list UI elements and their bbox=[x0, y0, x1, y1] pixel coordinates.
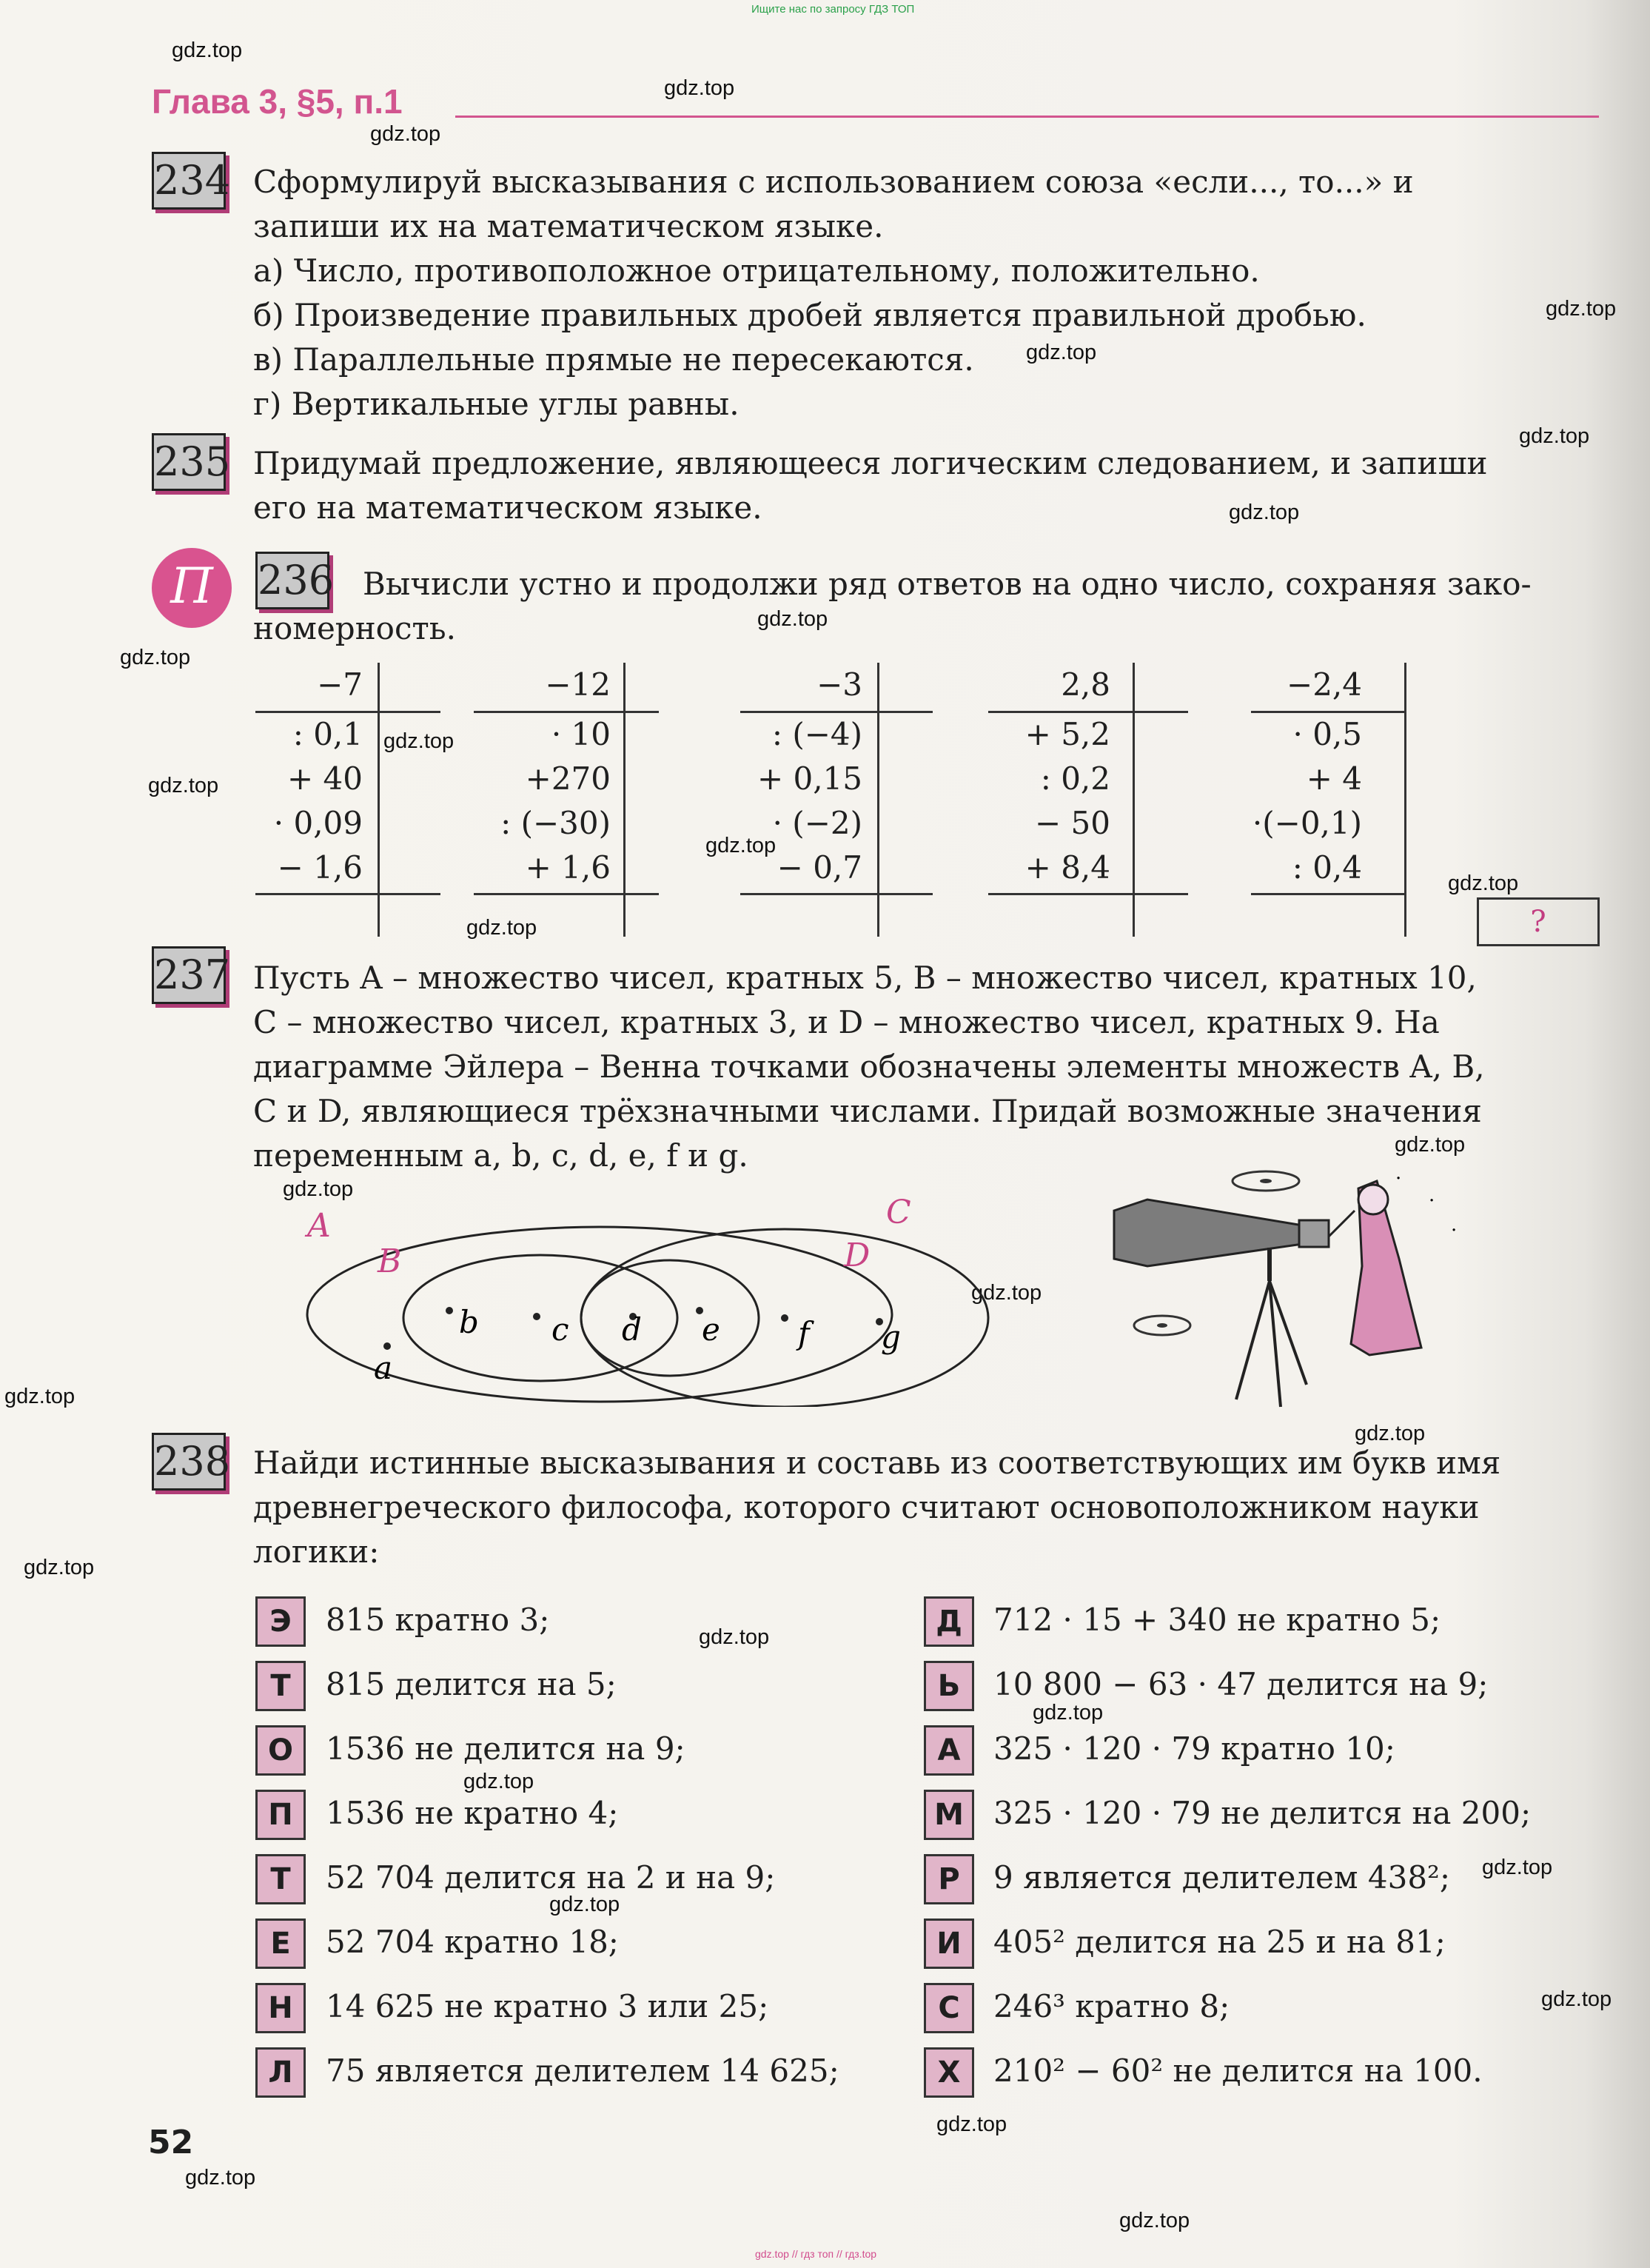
statement-text: 75 является делителем 14 625; bbox=[326, 2053, 839, 2089]
point-label-b: b bbox=[459, 1304, 479, 1340]
watermark: gdz.top bbox=[664, 76, 735, 100]
watermark: gdz.top bbox=[185, 2166, 256, 2190]
letter-box: С bbox=[924, 1983, 974, 2033]
watermark: gdz.top bbox=[1033, 1701, 1104, 1725]
task-237-line: Пусть A – множество чисел, кратных 5, B – множество чисел, кратных 10, bbox=[253, 960, 1477, 996]
statement-text: 10 800 − 63 · 47 делится на 9; bbox=[993, 1666, 1489, 1702]
task-238-line: логики: bbox=[253, 1533, 380, 1570]
watermark: gdz.top bbox=[1119, 2209, 1190, 2232]
task-number-234: 234 bbox=[152, 152, 226, 210]
chain-start: −3 bbox=[816, 666, 862, 703]
watermark: gdz.top bbox=[370, 122, 441, 146]
statement-text: 210² − 60² не делится на 100. bbox=[993, 2053, 1483, 2089]
statement-text: 325 · 120 · 79 кратно 10; bbox=[993, 1730, 1395, 1767]
task-number-235: 235 bbox=[152, 433, 226, 491]
letter-box: Н bbox=[255, 1983, 306, 2033]
letter-box: Э bbox=[255, 1596, 306, 1647]
set-label-d: D bbox=[844, 1237, 871, 1274]
statement-text: 325 · 120 · 79 не делится на 200; bbox=[993, 1795, 1532, 1831]
watermark: gdz.top bbox=[1229, 501, 1300, 524]
watermark: gdz.top bbox=[4, 1385, 76, 1408]
point-label-a: a bbox=[374, 1350, 393, 1386]
chain-rule bbox=[1404, 663, 1406, 937]
bottom-note: gdz.top // гдз топ // гдз.top bbox=[755, 2248, 877, 2260]
task-number-236: 236 bbox=[255, 552, 329, 609]
watermark: gdz.top bbox=[936, 2113, 1007, 2136]
statement-text: 1536 не делится на 9; bbox=[326, 1730, 685, 1767]
letter-box: П bbox=[255, 1790, 306, 1840]
set-label-a: A bbox=[307, 1207, 331, 1245]
watermark: gdz.top bbox=[24, 1556, 95, 1579]
chain-rule bbox=[1133, 663, 1135, 937]
chain-op: : 0,1 bbox=[292, 716, 363, 752]
point-b bbox=[446, 1307, 453, 1314]
set-label-b: B bbox=[378, 1242, 402, 1280]
chapter-rule bbox=[455, 116, 1599, 118]
task-236-line: номерность. bbox=[253, 610, 456, 646]
chain-rule bbox=[740, 893, 933, 895]
chain-op: : (−4) bbox=[771, 716, 862, 752]
venn-diagram bbox=[296, 1185, 1110, 1407]
set-label-c: C bbox=[886, 1194, 911, 1231]
watermark: gdz.top bbox=[283, 1177, 354, 1201]
letter-box: Р bbox=[924, 1854, 974, 1904]
top-note: Ищите нас по запросу ГДЗ ТОП bbox=[751, 3, 915, 16]
watermark: gdz.top bbox=[172, 39, 243, 62]
statement-text: 1536 не кратно 4; bbox=[326, 1795, 619, 1831]
svg-text:·: · bbox=[1451, 1220, 1458, 1242]
watermark: gdz.top bbox=[1026, 341, 1097, 364]
letter-box: Т bbox=[255, 1661, 306, 1711]
point-label-e: e bbox=[702, 1311, 720, 1348]
watermark: gdz.top bbox=[120, 646, 191, 669]
letter-box: М bbox=[924, 1790, 974, 1840]
letter-box: Х bbox=[924, 2047, 974, 2098]
statement-text: 712 · 15 + 340 не кратно 5; bbox=[993, 1602, 1441, 1638]
chain-start: −12 bbox=[545, 666, 611, 703]
statement-text: 815 делится на 5; bbox=[326, 1666, 617, 1702]
chain-rule bbox=[623, 663, 626, 937]
task-234-line: запиши их на математическом языке. bbox=[253, 208, 884, 244]
letter-box: Д bbox=[924, 1596, 974, 1647]
watermark: gdz.top bbox=[1541, 1987, 1612, 2011]
chain-op: − 50 bbox=[1035, 805, 1110, 841]
chain-op: · 10 bbox=[551, 716, 611, 752]
chain-start: −7 bbox=[317, 666, 363, 703]
watermark: gdz.top bbox=[1519, 424, 1590, 448]
task-number-237: 237 bbox=[152, 946, 226, 1004]
statement-text: 14 625 не кратно 3 или 25; bbox=[326, 1988, 769, 2024]
point-label-c: c bbox=[551, 1311, 569, 1348]
chain-rule bbox=[255, 893, 440, 895]
chain-op: · 0,09 bbox=[273, 805, 363, 841]
task-234-line: б) Произведение правильных дробей является правильной дробью. bbox=[253, 297, 1366, 333]
chain-start: 2,8 bbox=[1061, 666, 1110, 703]
task-235-line: Придумай предложение, являющееся логическим следованием, и запиши bbox=[253, 445, 1488, 481]
letter-box: И bbox=[924, 1919, 974, 1969]
statement-text: 9 является делителем 438²; bbox=[993, 1859, 1451, 1896]
chain-op: − 1,6 bbox=[277, 849, 363, 886]
watermark: gdz.top bbox=[549, 1893, 620, 1916]
chain-op: + 5,2 bbox=[1024, 716, 1110, 752]
watermark: gdz.top bbox=[1482, 1856, 1553, 1879]
chapter-title: Глава 3, §5, п.1 bbox=[152, 82, 403, 121]
chain-op: · (−2) bbox=[772, 805, 862, 841]
task-237-line: диаграмме Эйлера – Венна точками обозначены элементы множеств A, B, bbox=[253, 1048, 1485, 1085]
chain-op: · 0,5 bbox=[1292, 716, 1362, 752]
watermark: gdz.top bbox=[463, 1770, 534, 1793]
letter-box: Л bbox=[255, 2047, 306, 2098]
letter-box: А bbox=[924, 1725, 974, 1776]
chain-op: +270 bbox=[525, 760, 611, 797]
watermark: gdz.top bbox=[466, 916, 537, 940]
point-label-g: g bbox=[881, 1319, 901, 1355]
point-c bbox=[533, 1313, 540, 1320]
svg-text:·: · bbox=[1429, 1190, 1435, 1212]
watermark: gdz.top bbox=[699, 1625, 770, 1649]
point-label-f: f bbox=[798, 1315, 810, 1351]
chain-op: + 0,15 bbox=[757, 760, 862, 797]
chain-op: + 40 bbox=[287, 760, 363, 797]
chain-rule bbox=[1251, 893, 1406, 895]
task-234-line: а) Число, противоположное отрицательному, положительно. bbox=[253, 252, 1260, 289]
watermark: gdz.top bbox=[705, 834, 777, 857]
watermark: gdz.top bbox=[1546, 297, 1617, 321]
chain-op: ·(−0,1) bbox=[1252, 805, 1362, 841]
watermark: gdz.top bbox=[1448, 872, 1519, 895]
task-237-line: C и D, являющиеся трёхзначными числами. Придай возможные значения bbox=[253, 1093, 1482, 1129]
task-237-line: C – множество чисел, кратных 3, и D – множество чисел, кратных 9. На bbox=[253, 1004, 1440, 1040]
pi-icon: П bbox=[152, 548, 232, 628]
statement-text: 52 704 кратно 18; bbox=[326, 1924, 619, 1960]
watermark: gdz.top bbox=[757, 607, 828, 631]
point-a bbox=[383, 1342, 391, 1350]
astronomer-illustration bbox=[1103, 1155, 1488, 1422]
page-number: 52 bbox=[148, 2124, 194, 2161]
telescope-icon bbox=[1114, 1200, 1303, 1266]
task-238-line: древнегреческого философа, которого считают основоположником науки bbox=[253, 1489, 1480, 1525]
chain-start: −2,4 bbox=[1287, 666, 1362, 703]
chain-op: − 0,7 bbox=[777, 849, 862, 886]
watermark: gdz.top bbox=[383, 729, 455, 753]
chain-op: : (−30) bbox=[500, 805, 611, 841]
point-label-d: d bbox=[622, 1311, 642, 1348]
watermark: gdz.top bbox=[1395, 1133, 1466, 1157]
chain-op: + 1,6 bbox=[525, 849, 611, 886]
task-234-line: в) Параллельные прямые не пересекаются. bbox=[253, 341, 974, 378]
watermark: gdz.top bbox=[971, 1281, 1042, 1305]
task-234-line: г) Вертикальные углы равны. bbox=[253, 386, 740, 422]
chain-op: : 0,4 bbox=[1292, 849, 1362, 886]
task-number-238: 238 bbox=[152, 1433, 226, 1491]
task-236-line: Вычисли устно и продолжи ряд ответов на одно число, сохраняя зако- bbox=[363, 566, 1532, 602]
statement-text: 815 кратно 3; bbox=[326, 1602, 550, 1638]
answer-placeholder: ? bbox=[1477, 897, 1600, 946]
chain-rule bbox=[988, 893, 1188, 895]
chain-op: + 8,4 bbox=[1024, 849, 1110, 886]
statement-text: 52 704 делится на 2 и на 9; bbox=[326, 1859, 776, 1896]
statement-text: 405² делится на 25 и на 81; bbox=[993, 1924, 1446, 1960]
point-f bbox=[781, 1314, 788, 1322]
letter-box: Т bbox=[255, 1854, 306, 1904]
statement-text: 246³ кратно 8; bbox=[993, 1988, 1230, 2024]
chain-rule bbox=[877, 663, 879, 937]
task-238-line: Найди истинные высказывания и составь из соответствующих им букв имя bbox=[253, 1445, 1501, 1481]
chain-op: + 4 bbox=[1306, 760, 1362, 797]
watermark: gdz.top bbox=[1355, 1422, 1426, 1445]
task-234-line: Сформулируй высказывания с использованием союза «если..., то...» и bbox=[253, 164, 1414, 200]
task-237-line: переменным a, b, c, d, e, f и g. bbox=[253, 1137, 748, 1174]
watermark: gdz.top bbox=[148, 774, 219, 797]
chain-rule bbox=[378, 663, 380, 937]
chain-rule bbox=[474, 893, 659, 895]
letter-box: О bbox=[255, 1725, 306, 1776]
letter-box: Е bbox=[255, 1919, 306, 1969]
task-235-line: его на математическом языке. bbox=[253, 489, 762, 526]
svg-text:·: · bbox=[1395, 1168, 1402, 1190]
set-d-ellipse bbox=[581, 1260, 759, 1376]
letter-box: Ь bbox=[924, 1661, 974, 1711]
chain-op: : 0,2 bbox=[1040, 760, 1110, 797]
